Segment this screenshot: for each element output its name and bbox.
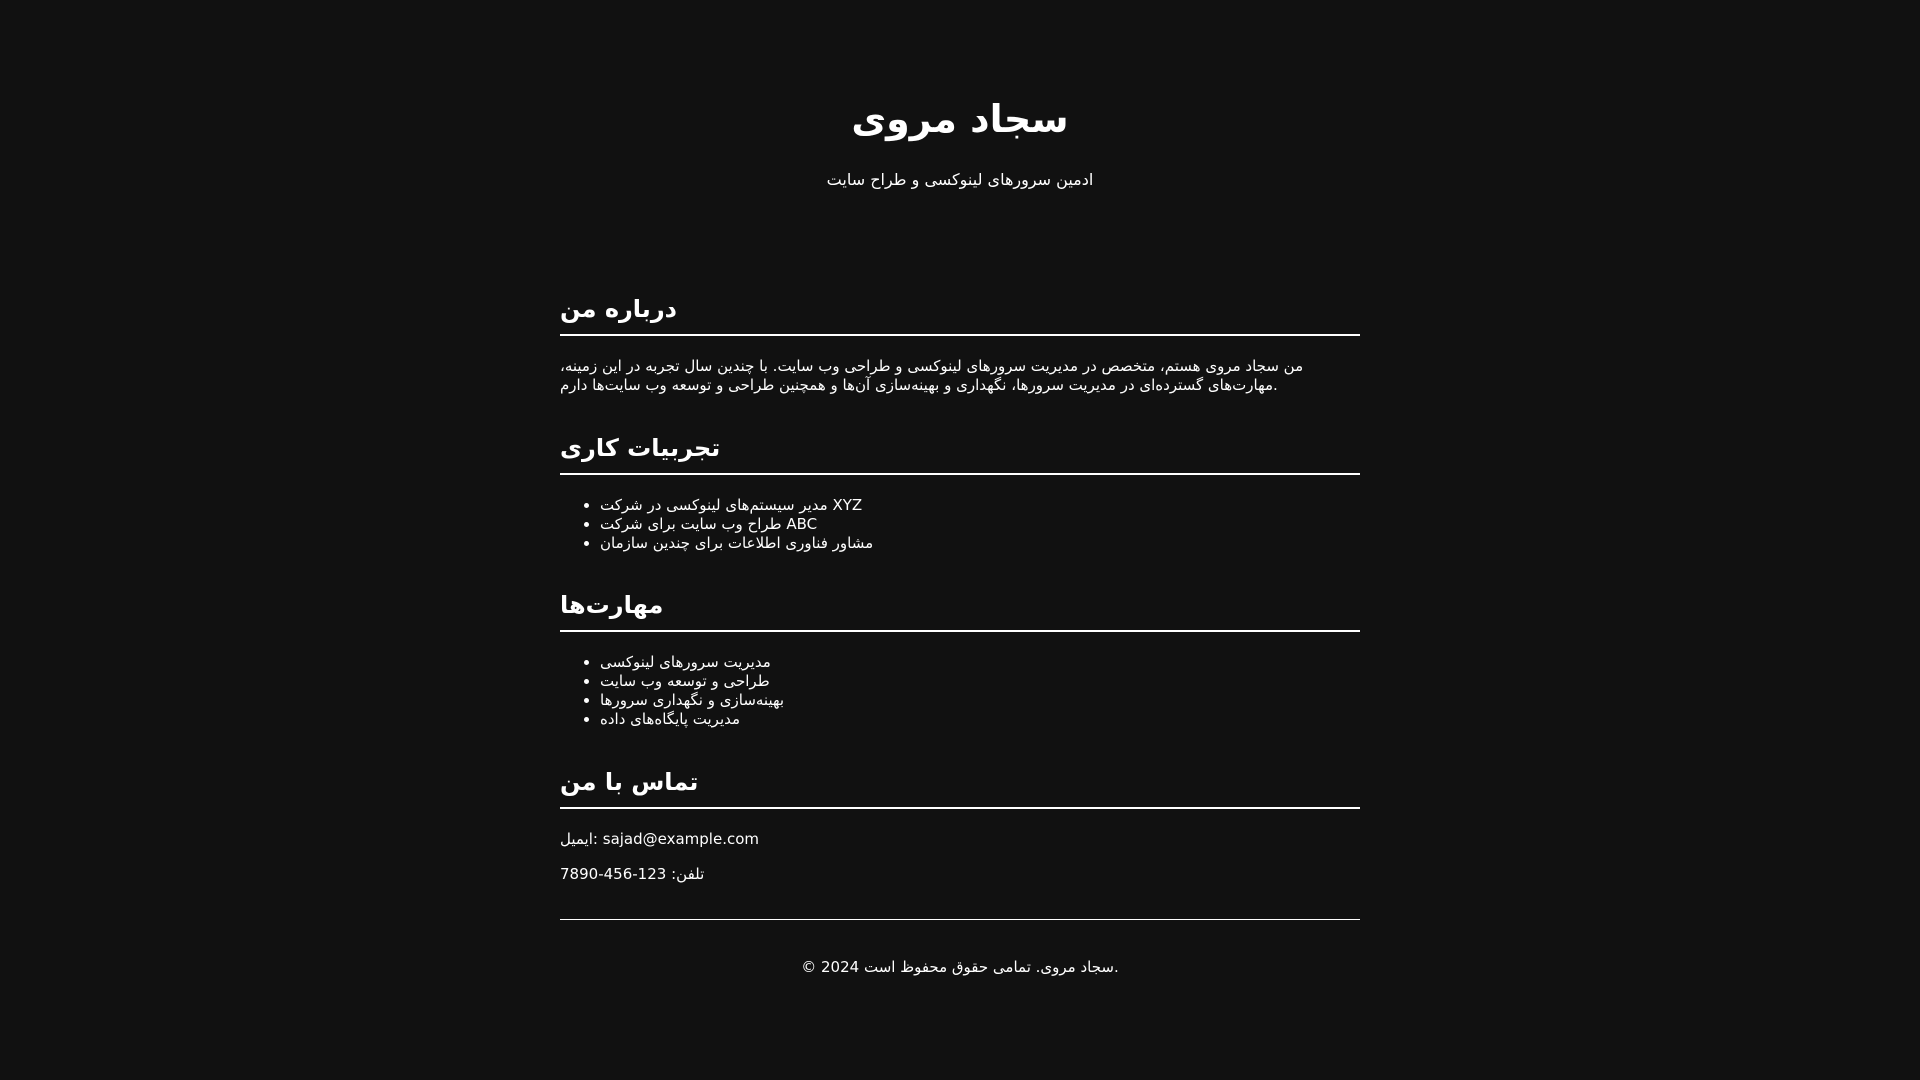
experience-list — [560, 496, 1360, 553]
phone-label: تلفن: — [671, 865, 705, 883]
phone-number: 123-456-7890 — [560, 865, 667, 883]
skill-item: • مدیریت سرورهای لینوکسی — [600, 653, 1360, 672]
experience-section — [560, 431, 1360, 553]
site-footer — [560, 919, 1360, 977]
contact-title: تماس با من — [560, 765, 1360, 809]
contact-section — [560, 765, 1360, 884]
skills-title: مهارت‌ها — [560, 588, 1360, 632]
skill-item: • بهینه‌سازی و نگهداری سرورها — [600, 691, 1360, 710]
site-subtitle: ادمین سرورهای لینوکسی و طراح سایت — [826, 170, 1094, 189]
skill-item: • طراحی و توسعه وب سایت — [600, 672, 1360, 691]
experience-item: • طراح وب سایت برای شرکت ABC — [600, 515, 1360, 534]
email-label: ایمیل: — [560, 830, 598, 848]
contact-email-line — [560, 830, 1360, 849]
skills-section — [560, 588, 1360, 729]
experience-item: • مشاور فناوری اطلاعات برای چندین سازمان — [600, 534, 1360, 553]
about-section — [560, 292, 1360, 395]
contact-phone-line — [560, 865, 1360, 884]
skill-item: • مدیریت پایگاه‌های داده — [600, 710, 1360, 729]
email-link[interactable]: sajad@example.com — [602, 830, 760, 848]
experience-title: تجربیات کاری — [560, 431, 1360, 475]
site-title: سجاد مروی — [851, 97, 1069, 141]
about-text: من سجاد مروی هستم، متخصص در مدیریت سرورهای لینوکسی و طراحی وب سایت. با چندین سال تجربه در این زمینه، مهارت‌های گسترده‌ای در مدیریت سرورها، نگهداری و بهینه‌سازی آن‌ها و همچنین طراحی و توسعه وب سایت‌ها دارم. — [560, 357, 1304, 394]
about-title: درباره من — [560, 292, 1360, 336]
skills-list — [560, 653, 1360, 729]
footer-copyright: © 2024 سجاد مروی. تمامی حقوق محفوظ است. — [801, 958, 1119, 976]
experience-item: • مدیر سیستم‌های لینوکسی در شرکت XYZ — [600, 496, 1360, 515]
